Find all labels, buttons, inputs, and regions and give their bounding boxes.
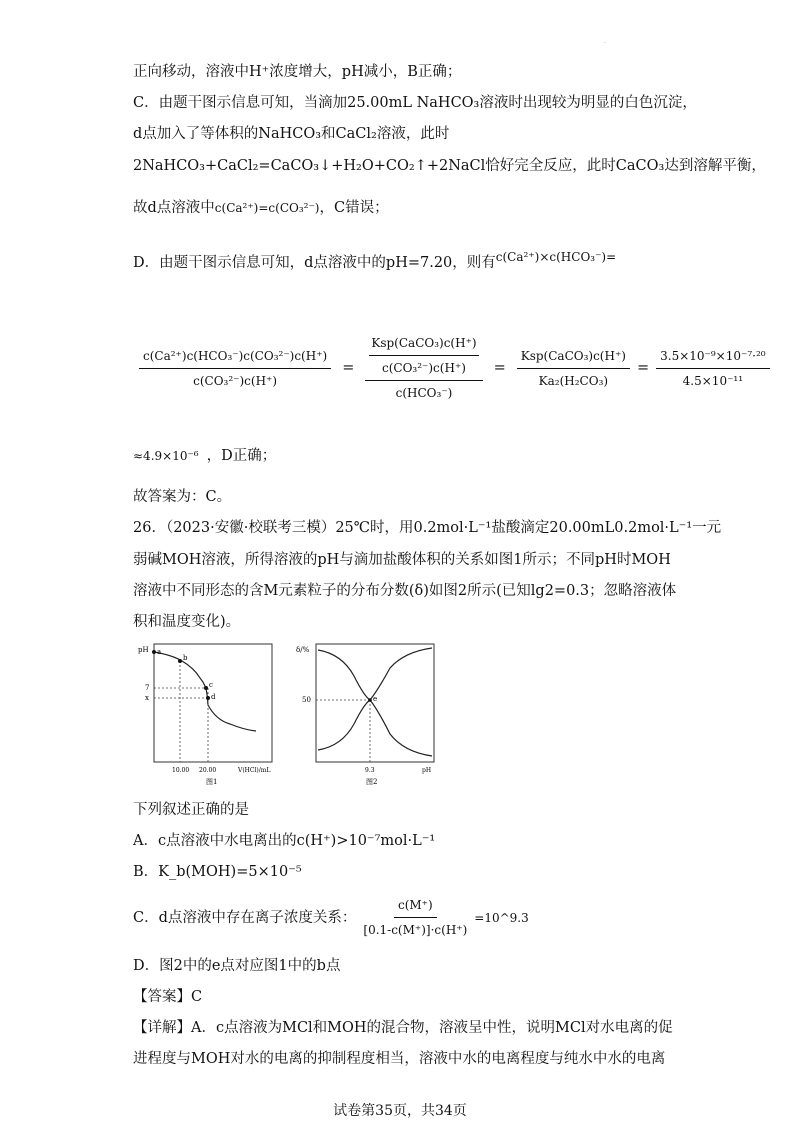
- y-axis-label: δ/%: [296, 646, 310, 654]
- figure-caption: 图1: [206, 778, 218, 786]
- y-tick-label: x: [145, 694, 149, 702]
- x-tick-label: 10.00: [172, 767, 190, 774]
- text-segment: ，C错误；: [319, 200, 389, 216]
- option-d: D．图2中的e点对应图1中的b点: [133, 958, 341, 974]
- text-segment: D．由题干图示信息可知，d点溶液中的pH=7.20，则有: [133, 255, 496, 271]
- text-line: C．由题干图示信息可知，当滴加25.00mL NaHCO₃溶液时出现较为明显的白色沉淀，: [133, 95, 697, 111]
- text-line: 弱碱MOH溶液，所得溶液的pH与滴加盐酸体积的关系如图1所示；不同pH时MOH: [133, 552, 671, 568]
- fraction-denominator: c(CO₃²⁻)c(H⁺): [193, 373, 278, 388]
- x-axis-label: pH: [422, 767, 432, 774]
- fraction-numerator: 3.5×10⁻⁹×10⁻⁷·²⁰: [656, 346, 769, 369]
- compound-numerator: [365, 333, 482, 381]
- explanation-line: 【详解】A．c点溶液为MCl和MOH的混合物，溶液呈中性，说明MCl对水电离的促: [133, 1020, 673, 1036]
- x-tick-label: 20.00: [199, 767, 217, 774]
- titration-curve: [154, 652, 256, 731]
- figure-caption: 图2: [366, 778, 378, 786]
- distribution-curve-falling: [318, 650, 432, 756]
- text-line: 下列叙述正确的是: [133, 802, 249, 818]
- answer-line: 【答案】C: [133, 989, 203, 1005]
- point-label: b: [183, 654, 188, 662]
- text-segment: ，D正确；: [206, 448, 277, 464]
- equals-sign: =: [493, 360, 506, 376]
- point-label: e: [373, 695, 378, 703]
- point-label: d: [211, 693, 216, 701]
- fraction: [359, 895, 471, 940]
- text-line: 2NaHCO₃+CaCl₂=CaCO₃↓+H₂O+CO₂↑+2NaCl恰好完全反应，此时CaCO₃达到溶解平衡，: [133, 158, 766, 174]
- fraction-numerator: c(Ca²⁺)c(HCO₃⁻)c(CO₃²⁻)c(H⁺): [139, 346, 331, 369]
- option-a: A．c点溶液中水电离出的c(H⁺)>10⁻⁷mol·L⁻¹: [133, 833, 436, 849]
- fraction-denominator: Ka₂(H₂CO₃): [538, 373, 609, 388]
- text-segment: C．d点溶液中存在离子浓度关系：: [133, 909, 357, 926]
- text-line: [133, 446, 276, 466]
- figure-1-chart: [130, 638, 290, 788]
- equals-sign: =: [342, 360, 355, 376]
- y-tick-label: 7: [145, 684, 150, 692]
- option-c: [133, 895, 529, 940]
- fraction: [656, 346, 769, 391]
- page-footer: 试卷第35页，共34页: [333, 1103, 467, 1119]
- text-line: [133, 250, 617, 273]
- y-axis-label: pH: [138, 646, 149, 654]
- text-line: d点加入了等体积的NaHCO₃和CaCl₂溶液，此时: [133, 126, 450, 142]
- data-point: [152, 650, 156, 654]
- data-point: [206, 696, 210, 700]
- text-segment: =10^9.3: [474, 910, 529, 925]
- text-line: 积和温度变化)。: [133, 614, 241, 630]
- text-line: 正向移动，溶液中H⁺浓度增大，pH减小，B正确；: [133, 64, 462, 80]
- y-tick-label: 50: [302, 696, 311, 704]
- question-stem: 26．（2023·安徽·校联考三模）25℃时，用0.2mol·L⁻¹盐酸滴定20.00mL0.2mol·L⁻¹一元: [133, 520, 722, 536]
- formula-inline: ≈4.9×10⁻⁶: [133, 449, 199, 463]
- fraction-numerator: c(M⁺): [394, 895, 437, 918]
- plot-frame: [154, 644, 272, 762]
- data-point: [204, 686, 208, 690]
- fraction-denominator: [0.1-c(M⁺)]·c(H⁺): [363, 923, 468, 937]
- fraction-denominator: 4.5×10⁻¹¹: [682, 373, 744, 388]
- fraction: [139, 346, 331, 391]
- figure-2-chart: [292, 638, 452, 788]
- explanation-line: 进程度与MOH对水的电离的抑制程度相当，溶液中水的电离程度与纯水中水的电离: [133, 1051, 666, 1067]
- page-mark: ·: [604, 40, 606, 47]
- text-line: 溶液中不同形态的含M元素粒子的分布分数(δ)如图2所示(已知lg2=0.3；忽略溶液体: [133, 583, 677, 599]
- text-segment: 故d点溶液中: [133, 200, 215, 216]
- equation-block: [136, 333, 773, 403]
- data-point: [368, 698, 372, 702]
- formula-inline: c(Ca²⁺)×c(HCO₃⁻)=: [495, 250, 617, 264]
- text-line: [133, 198, 389, 218]
- equals-sign: =: [636, 360, 650, 376]
- fraction-denominator: c(HCO₃⁻): [395, 386, 453, 400]
- point-label: c: [209, 681, 213, 689]
- point-label: a: [157, 648, 162, 656]
- option-b: B．K_b(MOH)=5×10⁻⁵: [133, 864, 302, 880]
- text-line: 故答案为：C。: [133, 489, 232, 505]
- data-point: [178, 659, 182, 663]
- formula-inline: c(Ca²⁺)=c(CO₃²⁻): [214, 201, 320, 215]
- x-tick-label: 9.3: [365, 767, 375, 774]
- inner-denominator: c(CO₃²⁻)c(H⁺): [382, 361, 466, 375]
- inner-numerator: Ksp(CaCO₃)c(H⁺): [369, 333, 478, 356]
- compound-fraction: [365, 333, 482, 403]
- x-axis-label: V(HCl)/mL: [238, 767, 271, 774]
- fraction-numerator: Ksp(CaCO₃)c(H⁺): [517, 346, 630, 369]
- fraction: [517, 346, 630, 391]
